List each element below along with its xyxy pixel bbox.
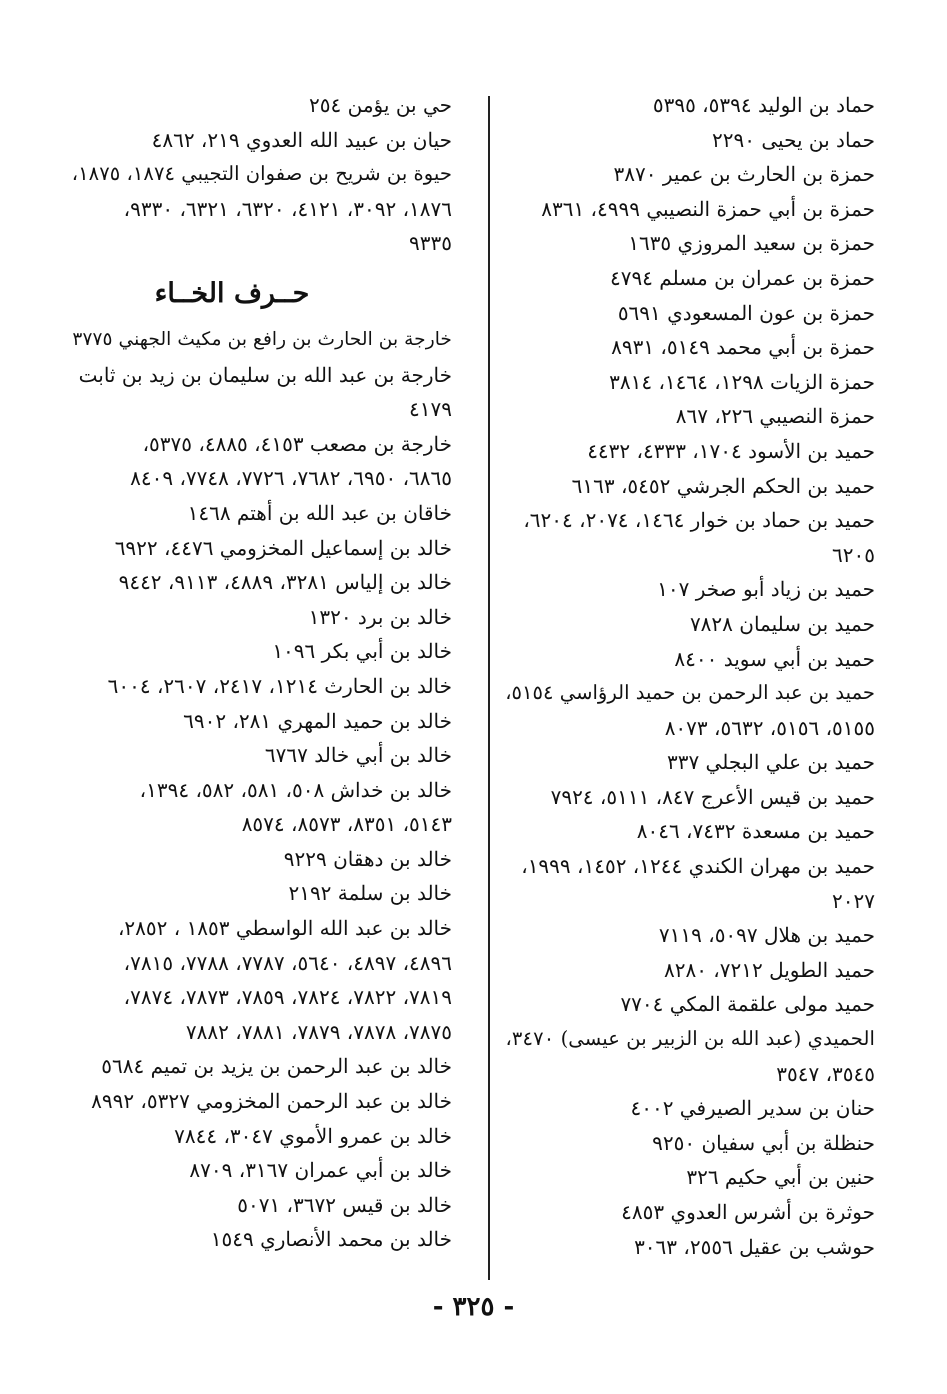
index-entry-continuation: ٤١٧٩	[409, 397, 452, 422]
index-entry-continuation: ٦٢٠٥	[832, 542, 875, 567]
index-entry: حي بن يؤمن ٢٥٤	[309, 93, 452, 117]
page-number: - ٣٢٥ -	[432, 1292, 515, 1322]
index-entry: حماد بن الوليد ٥٣٩٤، ٥٣٩٥	[652, 93, 875, 117]
index-entry: خالد بن حميد المهري ٢٨١، ٦٩٠٢	[183, 708, 452, 733]
index-entry-continuation: ٥١٤٣، ٨٣٥١، ٨٥٧٣، ٨٥٧٤	[241, 812, 452, 837]
section-heading: حــرف الخــاء	[154, 277, 310, 309]
index-entry: حميد بن مسعدة ٧٤٣٢، ٨٠٤٦	[636, 819, 875, 844]
index-entry: حيان بن عبيد الله العدوي ٢١٩، ٤٨٦٢	[151, 127, 452, 152]
index-entry-continuation: ٢٠٢٧	[832, 888, 875, 913]
index-entry: حوشب بن عقيل ٢٥٥٦، ٣٠٦٣	[634, 1234, 875, 1259]
index-entry: حميد مولى علقمة المكي ٧٧٠٤	[620, 992, 875, 1017]
index-entry: حوثرة بن أشرس العدوي ٤٨٥٣	[621, 1200, 875, 1224]
index-entry: حميد بن هلال ٥٠٩٧، ٧١١٩	[658, 923, 875, 948]
index-column-left	[72, 88, 452, 1257]
index-entry: حمزة النصيبي ٢٢٦، ٨٦٧	[675, 404, 875, 429]
index-entry: خارجة بن الحارث بن رافع بن مكيث الجهني ٣٧٧٥	[72, 328, 452, 350]
left-column-bottom-entries	[72, 323, 452, 1257]
index-entry: حميد بن الأسود ١٧٠٤، ٤٣٣٣، ٤٤٣٢	[587, 438, 875, 463]
index-entry: خالد بن أبي بكر ١٠٩٦	[272, 639, 452, 664]
index-entry: خالد بن محمد الأنصاري ١٥٤٩	[210, 1227, 452, 1252]
index-entry: حمزة بن سعيد المروزي ١٦٣٥	[628, 231, 875, 256]
index-entry: خالد بن قيس ٣٦٧٢، ٥٠٧١	[237, 1192, 452, 1217]
index-entry: خارجة بن عبد الله بن سليمان بن زيد بن ثابت	[78, 362, 452, 387]
index-entry: خالد بن برد ١٣٢٠	[308, 604, 452, 629]
index-entry: حنان بن سدير الصيرفي ٤٠٠٢	[630, 1096, 875, 1121]
index-entry: خالد بن خداش ٥٠٨، ٥٨١، ٥٨٢، ١٣٩٤،	[139, 777, 452, 802]
index-entry: حميد بن أبي سويد ٨٤٠٠	[674, 646, 875, 671]
index-column-right	[505, 88, 875, 1264]
index-entry: خالد بن عبد الرحمن المخزومي ٥٣٢٧، ٨٩٩٢	[91, 1089, 452, 1114]
index-entry: حميد بن الحكم الجرشي ٥٤٥٢، ٦١٦٣	[571, 473, 875, 498]
index-entry: خالد بن أبي خالد ٦٧٦٧	[264, 743, 452, 768]
index-entry: خاقان بن عبد الله بن أهتم ١٤٦٨	[187, 500, 452, 525]
index-entry: خالد بن أبي عمران ٣١٦٧، ٨٧٠٩	[189, 1158, 452, 1183]
index-entry: حمزة بن أبي حمزة النصيبي ٤٩٩٩، ٨٣٦١	[541, 196, 875, 221]
index-entry-continuation: ٣٥٤٥، ٣٥٤٧	[776, 1061, 875, 1086]
index-entry-continuation: ٧٨٧٥، ٧٨٧٨، ٧٨٧٩، ٧٨٨١، ٧٨٨٢	[185, 1019, 452, 1044]
index-entry: خارجة بن مصعب ٤١٥٣، ٤٨٨٥، ٥٣٧٥،	[142, 431, 452, 456]
index-entry: خالد بن عبد الله الواسطي ١٨٥٣ ، ٢٨٥٢،	[117, 916, 452, 941]
index-entry: حنظلة بن أبي سفيان ٩٢٥٠	[652, 1130, 875, 1155]
index-entry: حميد بن قيس الأعرج ٨٤٧، ٥١١١، ٧٩٢٤	[550, 784, 875, 809]
index-entry: خالد بن عبد الرحمن بن يزيد بن تميم ٥٦٨٤	[101, 1054, 452, 1079]
index-entry: حميد بن مهران الكندي ١٢٤٤، ١٤٥٢، ١٩٩٩،	[521, 854, 875, 879]
index-entry: خالد بن دهقان ٩٢٢٩	[283, 846, 452, 871]
index-entry: حمزة بن عمران بن مسلم ٤٧٩٤	[609, 265, 875, 290]
index-entry: حميد بن سليمان ٧٨٢٨	[689, 611, 875, 636]
index-entry: حمزة بن الحارث بن عمير ٣٨٧٠	[613, 162, 875, 187]
index-entry: حمزة بن عون المسعودي ٥٦٩١	[617, 300, 875, 325]
index-entry: خالد بن إلياس ٣٢٨١، ٤٨٨٩، ٩١١٣، ٩٤٤٢	[118, 570, 452, 595]
index-entry: حميد بن علي البجلي ٣٣٧	[666, 750, 875, 775]
index-entry: حيوة بن شريح بن صفوان التجيبي ١٨٧٤، ١٨٧٥،	[71, 162, 452, 186]
column-divider	[488, 96, 490, 1280]
index-entry: خالد بن إسماعيل المخزومي ٤٤٧٦، ٦٩٢٢	[114, 535, 452, 560]
index-entry: حميد بن عبد الرحمن بن حميد الرؤاسي ٥١٥٤،	[505, 681, 875, 705]
index-entry: خالد بن الحارث ١٢١٤، ٢٤١٧، ٢٦٠٧، ٦٠٠٤	[107, 673, 452, 698]
index-entry: حنين بن أبي حكيم ٣٢٦	[686, 1165, 875, 1190]
index-entry: حمزة الزيات ١٢٩٨، ١٤٦٤، ٣٨١٤	[609, 369, 875, 394]
index-entry-continuation: ٦٨٦٥، ٦٩٥٠، ٧٦٨٢، ٧٧٢٦، ٧٧٤٨، ٨٤٠٩	[130, 466, 452, 491]
index-entry: حمزة بن أبي محمد ٥١٤٩، ٨٩٣١	[611, 335, 875, 360]
index-entry-continuation: ١٨٧٦، ٣٠٩٢، ٤١٢١، ٦٣٢٠، ٦٣٢١، ٩٣٣٠،	[123, 196, 452, 221]
index-entry: خالد بن سلمة ٢١٩٢	[288, 881, 452, 906]
index-entry-continuation: ٤٨٩٦، ٤٨٩٧، ٥٦٤٠، ٧٧٨٧، ٧٧٨٨، ٧٨١٥،	[123, 950, 452, 975]
index-entry: حميد الطويل ٧٢١٢، ٨٢٨٠	[663, 957, 875, 982]
index-entry-continuation: ٥١٥٥، ٥١٥٦، ٥٦٣٢، ٨٠٧٣	[664, 715, 875, 740]
index-entry: حميد بن حماد بن خوار ١٤٦٤، ٢٠٧٤، ٦٢٠٤،	[523, 508, 875, 533]
index-entry-continuation: ٩٣٣٥	[409, 231, 452, 256]
index-entry: حماد بن يحيى ٢٢٩٠	[712, 127, 875, 152]
left-column-top-entries	[72, 88, 452, 261]
index-entry: حميد بن زياد أبو صخر ١٠٧	[657, 577, 875, 602]
index-entry: الحميدي (عبد الله بن الزبير بن عيسى) ٣٤٧٠،	[505, 1027, 875, 1051]
index-entry: خالد بن عمرو الأموي ٣٠٤٧، ٧٨٤٤	[174, 1123, 452, 1148]
index-entry-continuation: ٧٨١٩، ٧٨٢٢، ٧٨٢٤، ٧٨٥٩، ٧٨٧٣، ٧٨٧٤،	[123, 985, 452, 1010]
